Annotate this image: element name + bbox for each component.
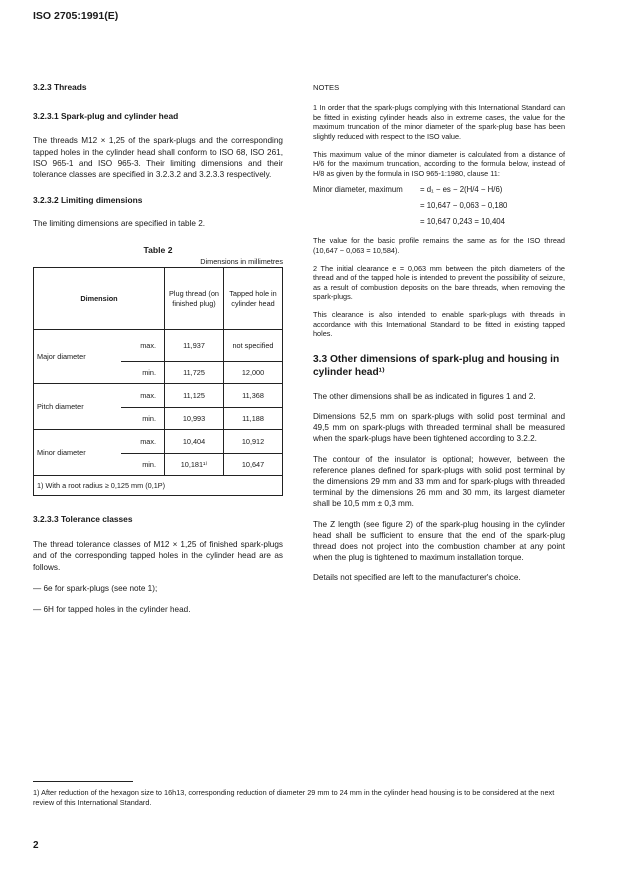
table-header-hole: Tapped hole in cylinder head <box>224 268 283 330</box>
cell-value: 12,000 <box>224 362 283 384</box>
note-2-b: This clearance is also intended to enable spark-plugs with threads in accordance with this International Standard to be fitted in existing tapped holes. <box>313 309 565 339</box>
table-footnote: 1) With a root radius ≥ 0,125 mm (0,1P) <box>34 476 283 496</box>
cell-value: not specified <box>224 330 283 362</box>
cell-value: 10,404 <box>165 430 224 454</box>
formula-expression: = d₁ − es − 2(H/4 − H/6) <box>420 185 503 195</box>
max-label: max. <box>121 430 164 454</box>
footnote: 1) After reduction of the hexagon size to 16h13, corresponding reduction of diameter 29 mm to 24 mm in the cylinder head housing is to be considered at the next review of this International Standard. <box>33 788 555 807</box>
section-heading-3-2-3-3: 3.2.3.3 Tolerance classes <box>33 514 133 525</box>
section-heading-3-2-3: 3.2.3 Threads <box>33 82 87 92</box>
paragraph-tolerance: The thread tolerance classes of M12 × 1,25 of finished spark-plugs and of the corresponding tapped holes in the cylinder head are as follows. <box>33 540 283 572</box>
cell-value: 11,125 <box>165 384 224 408</box>
right-column <box>313 60 565 584</box>
paragraph-threads: The threads M12 × 1,25 of the spark-plugs and the corresponding tapped holes in the cylinder head shall conform to ISO 68, ISO 261, ISO 965-1 and ISO 965-3. Their limiting dimensions and their tolerance classes are specified in 3.2.3.2 and 3.2.3.3 respectively. <box>33 136 283 180</box>
formula-line <box>313 182 565 198</box>
paragraph-limiting: The limiting dimensions are specified in table 2. <box>33 219 206 229</box>
left-column <box>33 60 283 615</box>
min-label: min. <box>121 454 164 476</box>
formula-line <box>313 198 565 214</box>
min-label: min. <box>121 408 164 430</box>
row-label-major: Major diameter <box>34 330 122 384</box>
paragraph-other: The other dimensions shall be as indicated in figures 1 and 2. <box>313 391 536 401</box>
table-header-dimension: Dimension <box>34 268 165 330</box>
row-label-pitch: Pitch diameter <box>34 384 122 430</box>
cell-value: 11,937 <box>165 330 224 362</box>
table-row <box>34 430 283 454</box>
paragraph-details: Details not specified are left to the manufacturer's choice. <box>313 573 521 583</box>
min-label: min. <box>121 362 164 384</box>
table-header-plug: Plug thread (on finished plug) <box>165 268 224 330</box>
note-1-b: This maximum value of the minor diameter is calculated from a distance of H/6 for the maximum truncation, according to the formula below, instead of H/8 as given by the formula in ISO 965-1:1980, clause 11: <box>313 149 565 178</box>
tolerance-list <box>33 583 283 615</box>
note-1: 1 In order that the spark-plugs complying with this International Standard can be fitted in existing cylinder heads also in extreme cases, the value for the maximum truncation of the minor diameter of the spark-plug base has been slightly reduced with respect to the ISO value. <box>313 103 565 141</box>
paragraph-dimensions: Dimensions 52,5 mm on spark-plugs with solid post terminal and 49,5 mm on spark-plugs with threaded terminal shall be measured when the spark-plugs have been tightened according to 3.2.2. <box>313 411 565 444</box>
row-label-minor: Minor diameter <box>34 430 122 476</box>
cell-value: 11,725 <box>165 362 224 384</box>
cell-value: 10,181¹⁾ <box>165 454 224 476</box>
max-label: max. <box>121 384 164 408</box>
cell-value: 10,912 <box>224 430 283 454</box>
max-label: max. <box>121 330 164 362</box>
formula-label: Minor diameter, maximum <box>313 185 403 195</box>
section-heading-3-2-3-1: 3.2.3.1 Spark-plug and cylinder head <box>33 111 179 122</box>
footnote-rule <box>33 781 133 782</box>
document-header: ISO 2705:1991(E) <box>33 10 119 22</box>
notes-heading: NOTES <box>313 83 340 92</box>
cell-value: 10,647 <box>224 454 283 476</box>
section-heading-3-2-3-2: 3.2.3.2 Limiting dimensions <box>33 195 143 206</box>
section-heading-3-3: 3.3 Other dimensions of spark-plug and housing in cylinder head¹⁾ <box>313 353 560 378</box>
table-row <box>34 384 283 408</box>
cell-value: 10,993 <box>165 408 224 430</box>
formula-expression: = 10,647 0,243 = 10,404 <box>420 217 505 227</box>
formula-expression: = 10,647 − 0,063 − 0,180 <box>420 201 508 211</box>
limiting-dimensions-table <box>33 267 283 496</box>
list-item: — 6e for spark-plugs (see note 1); <box>33 583 158 593</box>
note-2: 2 The initial clearance e = 0,063 mm between the pitch diameters of the thread and of the tapped hole is intended to prevent the possibility of seizure, as a result of combustion deposits on the bare threads, when removing the spark-plugs. <box>313 263 565 302</box>
cell-value: 11,188 <box>224 408 283 430</box>
table-caption: Table 2 <box>143 244 173 255</box>
paragraph-z-length: The Z length (see figure 2) of the spark-plug housing in the cylinder head shall be sufficient to ensure that the end of the spark-plug thread does not project into the combustion chamber at any point when the plug is tightened to maximum installation torque. <box>313 519 565 563</box>
paragraph-contour: The contour of the insulator is optional; however, between the reference planes defined for spark-plugs with solid post terminal by the dimensions 29 mm and 33 mm and for spark-plugs with threaded terminal by the dimensions 26 mm and 30 mm, its largest diameter shall be 10,5 mm ± 0,3 mm. <box>313 454 565 509</box>
page-number: 2 <box>33 840 39 851</box>
note-1-c: The value for the basic profile remains the same as for the ISO thread (10,647 − 0,063 = 10,584). <box>313 236 565 255</box>
table-row <box>34 330 283 362</box>
formula-line <box>313 214 565 230</box>
cell-value: 11,368 <box>224 384 283 408</box>
list-item: — 6H for tapped holes in the cylinder head. <box>33 605 191 615</box>
table-unit: Dimensions in millimetres <box>200 256 283 266</box>
